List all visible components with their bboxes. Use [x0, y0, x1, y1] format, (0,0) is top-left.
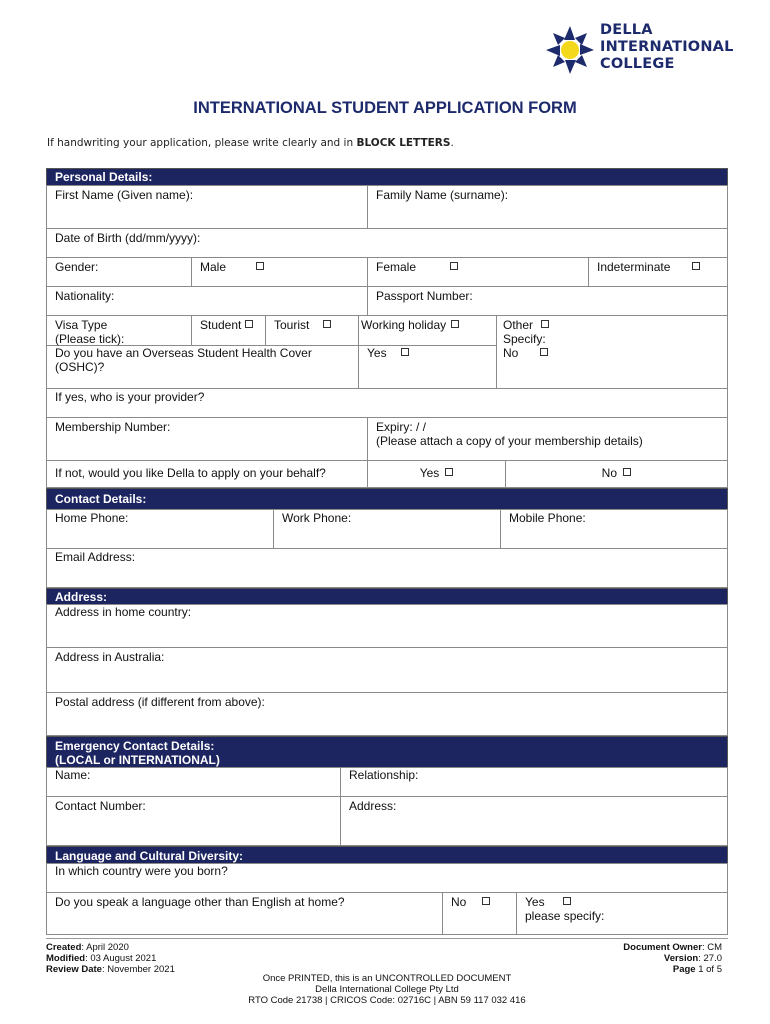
- oshc-yes-checkbox[interactable]: [401, 348, 409, 356]
- oshc-no-label: No: [503, 346, 519, 360]
- apply-behalf-yes-option[interactable]: [368, 461, 506, 487]
- tourist-label: Tourist: [274, 318, 310, 332]
- student-checkbox[interactable]: [245, 320, 253, 328]
- other-language-yes-option[interactable]: [517, 893, 727, 934]
- first-name-field[interactable]: [47, 186, 368, 228]
- footer-right: [623, 942, 722, 975]
- emergency-contact-number-label: Contact Number:: [55, 799, 146, 813]
- indeterminate-label: Indeterminate: [597, 260, 671, 274]
- version-value: : 27.0: [698, 953, 722, 964]
- footer-center: [46, 973, 728, 1006]
- please-specify-label: please specify:: [525, 909, 605, 923]
- emergency-header-line2: (LOCAL or INTERNATIONAL): [55, 753, 220, 767]
- lang-yes-checkbox[interactable]: [563, 897, 571, 905]
- apply-behalf-question-cell: [47, 461, 368, 487]
- emergency-header-line1: Emergency Contact Details:: [55, 739, 215, 753]
- star-logo-icon: [544, 24, 596, 76]
- review-date-label: Review Date: [46, 964, 102, 975]
- visa-working-holiday-option[interactable]: [359, 316, 496, 345]
- email-label: Email Address:: [55, 550, 136, 564]
- specify-label: Specify:: [503, 332, 546, 346]
- dob-label: Date of Birth (dd/mm/yyyy):: [55, 231, 201, 245]
- lang-no-checkbox[interactable]: [482, 897, 490, 905]
- address-home-country-label: Address in home country:: [55, 605, 192, 619]
- birth-country-field[interactable]: [47, 864, 727, 892]
- created-value: : April 2020: [81, 942, 129, 953]
- page-footer: [46, 938, 728, 1006]
- address-australia-field[interactable]: [47, 648, 727, 692]
- emergency-name-label: Name:: [55, 768, 91, 782]
- section-header-emergency: [46, 736, 728, 767]
- instructions-text: If handwriting your application, please write clearly and in: [47, 137, 357, 149]
- uncontrolled-note: Once PRINTED, this is an UNCONTROLLED DOCUMENT: [262, 973, 512, 984]
- working-holiday-label: Working holiday: [361, 318, 447, 332]
- address-australia-label: Address in Australia:: [55, 650, 165, 664]
- page-value: 1 of 5: [695, 964, 722, 975]
- work-phone-label: Work Phone:: [282, 511, 352, 525]
- apply-no-checkbox[interactable]: [623, 468, 631, 476]
- membership-label: Membership Number:: [55, 420, 171, 434]
- family-name-label: Family Name (surname):: [376, 188, 509, 202]
- nationality-field[interactable]: [47, 287, 368, 315]
- lang-no-label: No: [451, 895, 467, 909]
- other-label: Other: [503, 318, 534, 332]
- passport-label: Passport Number:: [376, 289, 473, 303]
- female-label: Female: [376, 260, 417, 274]
- gender-male-option[interactable]: [192, 258, 368, 286]
- expiry-label: Expiry: / /: [376, 420, 427, 434]
- apply-yes-checkbox[interactable]: [445, 468, 453, 476]
- oshc-no-option[interactable]: [503, 346, 719, 360]
- college-logo: [544, 22, 734, 80]
- visa-student-option[interactable]: [192, 316, 266, 345]
- logo-line-2: INTERNATIONAL: [600, 39, 734, 55]
- oshc-yes-label: Yes: [367, 346, 387, 360]
- section-header-personal: Personal Details:: [46, 168, 728, 185]
- first-name-label: First Name (Given name):: [55, 188, 194, 202]
- owner-label: Document Owner: [623, 942, 702, 953]
- provider-label: If yes, who is your provider?: [55, 390, 205, 404]
- oshc-no-checkbox[interactable]: [540, 348, 548, 356]
- instructions-end: .: [450, 137, 454, 149]
- apply-no-label: No: [601, 466, 617, 480]
- emergency-address-field[interactable]: [341, 797, 727, 845]
- logo-line-1: DELLA: [600, 22, 653, 38]
- gender-label: Gender:: [55, 260, 99, 274]
- instructions: [47, 137, 454, 149]
- passport-field[interactable]: [368, 287, 727, 315]
- lang-yes-label: Yes: [525, 895, 545, 909]
- oshc-yes-option[interactable]: [359, 346, 496, 388]
- registration-codes: RTO Code 21738 | CRICOS Code: 02716C | ABN 59 117 032 416: [248, 995, 526, 1006]
- visa-type-label: Visa Type: [55, 318, 108, 332]
- review-date-value: : November 2021: [101, 964, 175, 975]
- male-checkbox[interactable]: [256, 262, 264, 270]
- apply-yes-label: Yes: [419, 466, 440, 480]
- apply-behalf-question: If not, would you like Della to apply on your behalf?: [55, 466, 326, 480]
- visa-type-label-cell: [47, 316, 192, 345]
- work-phone-field[interactable]: [274, 510, 501, 548]
- visa-other-option[interactable]: [497, 316, 727, 388]
- gender-label-cell: [47, 258, 192, 286]
- tourist-checkbox[interactable]: [323, 320, 331, 328]
- gender-indeterminate-option[interactable]: [589, 258, 727, 286]
- emergency-relationship-field[interactable]: [341, 768, 727, 796]
- other-language-no-option[interactable]: [443, 893, 517, 934]
- other-checkbox[interactable]: [541, 320, 549, 328]
- family-name-field[interactable]: [368, 186, 727, 228]
- address-home-country-field[interactable]: [47, 605, 727, 647]
- other-language-question: Do you speak a language other than English at home?: [55, 895, 345, 909]
- visa-tourist-option[interactable]: [266, 316, 359, 345]
- home-phone-label: Home Phone:: [55, 511, 129, 525]
- dob-field[interactable]: [47, 229, 727, 257]
- membership-field[interactable]: [47, 418, 368, 460]
- instructions-bold: BLOCK LETTERS: [356, 137, 451, 149]
- male-label: Male: [200, 260, 227, 274]
- page-title: INTERNATIONAL STUDENT APPLICATION FORM: [193, 99, 577, 117]
- postal-address-field[interactable]: [47, 693, 727, 735]
- modified-label: Modified: [46, 953, 86, 964]
- mobile-phone-field[interactable]: [501, 510, 727, 548]
- oshc-question: Do you have an Overseas Student Health Cover (OSHC)?: [55, 346, 312, 374]
- company-name: Della International College Pty Ltd: [315, 984, 459, 995]
- emergency-relationship-label: Relationship:: [349, 768, 419, 782]
- email-field[interactable]: [47, 549, 727, 587]
- working-holiday-checkbox[interactable]: [451, 320, 459, 328]
- expiry-field[interactable]: [368, 418, 727, 460]
- nationality-label: Nationality:: [55, 289, 115, 303]
- apply-behalf-no-option[interactable]: [506, 461, 727, 487]
- mobile-phone-label: Mobile Phone:: [509, 511, 586, 525]
- oshc-question-cell: [47, 346, 359, 388]
- section-header-contact: Contact Details:: [46, 488, 728, 509]
- created-label: Created: [46, 942, 82, 953]
- version-label: Version: [663, 953, 699, 964]
- student-label: Student: [200, 318, 242, 332]
- section-header-language: Language and Cultural Diversity:: [46, 846, 728, 863]
- owner-value: : CM: [701, 942, 722, 953]
- birth-country-label: In which country were you born?: [55, 864, 228, 878]
- please-tick-label: (Please tick):: [55, 332, 125, 346]
- female-checkbox[interactable]: [450, 262, 458, 270]
- provider-field[interactable]: [47, 389, 727, 417]
- home-phone-field[interactable]: [47, 510, 274, 548]
- logo-line-3: COLLEGE: [600, 56, 675, 72]
- modified-value: : 03 August 2021: [85, 953, 157, 964]
- emergency-address-label: Address:: [349, 799, 397, 813]
- indeterminate-checkbox[interactable]: [692, 262, 700, 270]
- application-form: [46, 168, 728, 935]
- footer-left: [46, 942, 175, 975]
- gender-female-option[interactable]: [368, 258, 589, 286]
- page-label: Page: [672, 964, 696, 975]
- attach-note: (Please attach a copy of your membership details): [376, 434, 643, 448]
- section-header-address: Address:: [46, 588, 728, 604]
- emergency-name-field[interactable]: [47, 768, 341, 796]
- emergency-contact-number-field[interactable]: [47, 797, 341, 845]
- postal-address-label: Postal address (if different from above):: [55, 695, 265, 709]
- other-language-question-cell: [47, 893, 443, 934]
